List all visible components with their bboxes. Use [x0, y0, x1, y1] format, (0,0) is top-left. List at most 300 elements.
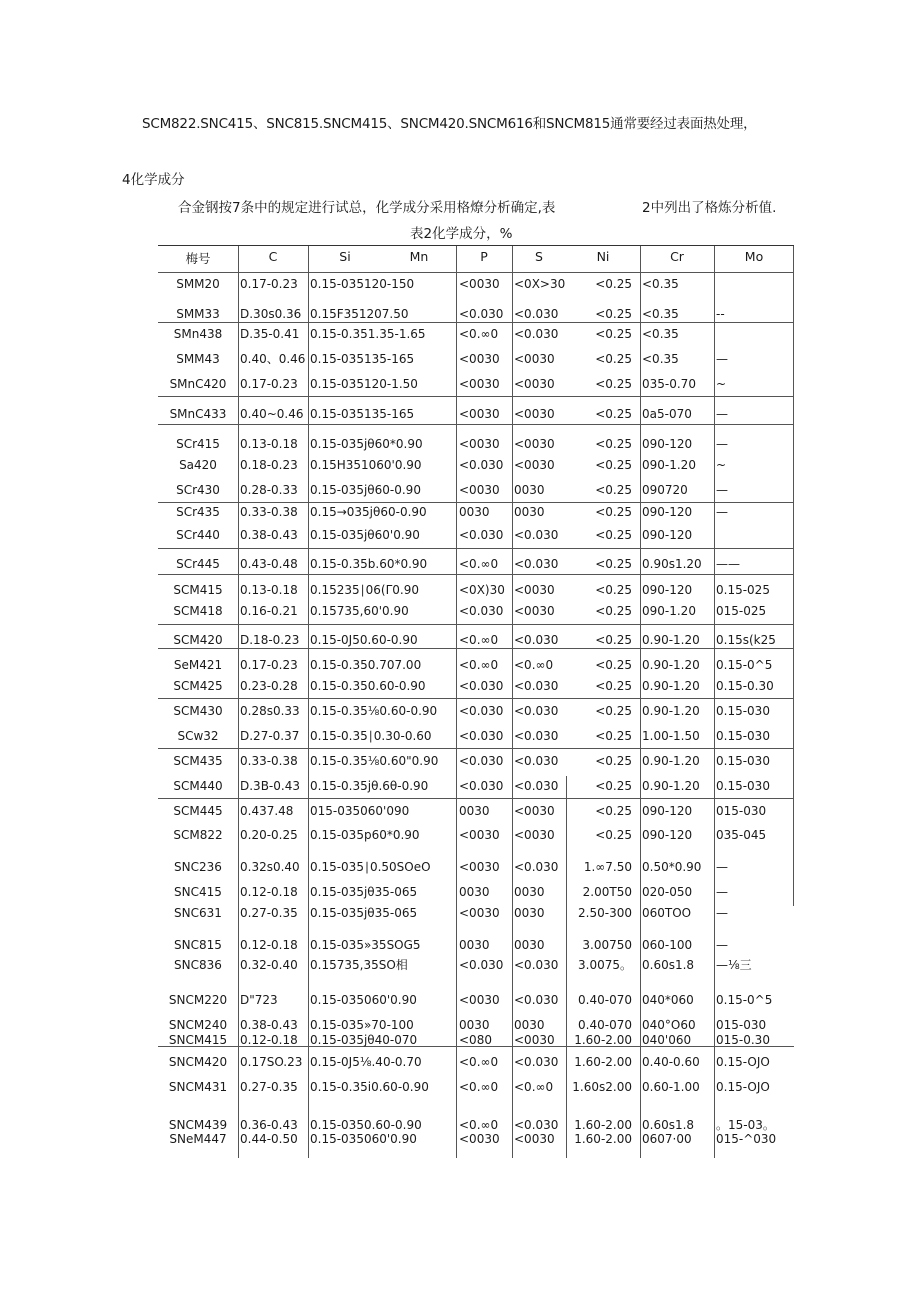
cell-si-mn: 0.15-0.351.35-1.65 — [310, 327, 426, 341]
cell-si-mn: 0.15-035jθ40-070 — [310, 1033, 418, 1047]
table-row — [158, 657, 794, 677]
cell-mo: ~ — [716, 377, 727, 391]
cell-grade: SCM418 — [173, 604, 223, 618]
cell-cr: <0.35 — [642, 277, 679, 291]
cell-cr: 0.60-1.00 — [642, 1080, 700, 1094]
cell-grade: SNC836 — [174, 958, 222, 972]
table-caption: 表2化学成分，% — [410, 226, 513, 242]
cell-si-mn: 0.15-035jθ60*0.90 — [310, 437, 423, 451]
cell-p: <0.030 — [459, 458, 504, 472]
cell-p: <080 — [459, 1033, 492, 1047]
cell-si-mn: 0.15-0J50.60-0.90 — [310, 633, 418, 647]
cell-c: D.18-0.23 — [240, 633, 300, 647]
cell-mo: ~ — [716, 458, 727, 472]
cell-grade: SCr435 — [176, 505, 220, 519]
cell-s: 0030 — [514, 483, 545, 497]
cell-s: <0030 — [514, 583, 555, 597]
cell-si-mn: 0.15735,60'0.90 — [310, 604, 409, 618]
cell-ni: 3.00750 — [582, 938, 632, 952]
cell-si-mn: 0.15735,35SO相 — [310, 958, 408, 972]
cell-grade: SNC236 — [174, 860, 222, 874]
cell-mo: 0.15-030 — [716, 754, 770, 768]
cell-s: 0030 — [514, 885, 545, 899]
cell-cr: 090-1.20 — [642, 604, 696, 618]
cell-p: <0.∞0 — [459, 327, 499, 341]
table-row — [158, 632, 794, 652]
cell-p: <0.030 — [459, 958, 504, 972]
cell-s: <0.∞0 — [514, 658, 554, 672]
cell-si-mn: 0.15-0350.60-0.90 — [310, 1118, 422, 1132]
table-row — [158, 276, 794, 296]
cell-grade: SCr415 — [176, 437, 220, 451]
cell-grade: SNCM431 — [168, 1080, 228, 1094]
cell-grade: SCM420 — [173, 633, 223, 647]
section-heading: 4化学成分 — [122, 172, 185, 188]
cell-s: <0.030 — [514, 958, 559, 972]
cell-c: 0.32s0.40 — [240, 860, 300, 874]
cell-cr: 040*060 — [642, 993, 694, 1007]
table-row — [158, 406, 794, 426]
cell-c: 0.27-0.35 — [240, 906, 298, 920]
cell-cr: 0.40-0.60 — [642, 1055, 700, 1069]
cell-ni: <0.25 — [595, 828, 632, 842]
cell-mo: — — [716, 505, 728, 519]
table-row — [158, 937, 794, 957]
cell-ni: <0.25 — [595, 458, 632, 472]
cell-c: D.3B-0.43 — [240, 779, 300, 793]
cell-c: 0.12-0.18 — [240, 938, 298, 952]
cell-si-mn: 0.15-035jθ35-065 — [310, 885, 418, 899]
table-row — [158, 827, 794, 847]
table-row — [158, 556, 794, 576]
cell-grade: SMM33 — [176, 307, 220, 321]
cell-p: <0030 — [459, 377, 500, 391]
cell-si-mn: 0.15H351060'0.90 — [310, 458, 422, 472]
cell-ni: <0.25 — [595, 679, 632, 693]
cell-c: 0.38-0.43 — [240, 528, 298, 542]
cell-c: D.35-0.41 — [240, 327, 300, 341]
cell-cr: 0.60s1.8 — [642, 1118, 695, 1132]
cell-c: 0.20-0.25 — [240, 828, 298, 842]
cell-si-mn: 0.15-0.35jθ.6θ-0.90 — [310, 779, 429, 793]
cell-grade: SNCM240 — [168, 1018, 228, 1032]
cell-si-mn: 0.15-0.35b.60*0.90 — [310, 557, 428, 571]
cell-mo: — — [716, 407, 728, 421]
cell-mo: 015-0.30 — [716, 1033, 770, 1047]
cell-s: <0.030 — [514, 779, 559, 793]
cell-p: 0030 — [459, 938, 490, 952]
cell-c: 0.40、0.46 — [240, 352, 306, 366]
table-row — [158, 884, 794, 904]
cell-c: 0.12-0.18 — [240, 1033, 298, 1047]
header-mo: Mo — [744, 249, 764, 264]
table-row — [158, 678, 794, 698]
cell-p: <0.030 — [459, 704, 504, 718]
cell-mo: — — [716, 885, 728, 899]
cell-mo: 015-030 — [716, 804, 767, 818]
cell-si-mn: 0.15F351207.50 — [310, 307, 409, 321]
cell-ni: <0.25 — [595, 704, 632, 718]
description-right: 2中列出了格炼分析值. — [642, 200, 777, 216]
cell-p: <0.∞0 — [459, 557, 499, 571]
cell-s: <0.030 — [514, 754, 559, 768]
cell-ni: 1.60s2.00 — [572, 1080, 632, 1094]
cell-mo: 0.15-025 — [716, 583, 770, 597]
cell-cr: <0.35 — [642, 352, 679, 366]
cell-p: <0.030 — [459, 729, 504, 743]
header-s: S — [535, 249, 543, 264]
cell-grade: SCr445 — [176, 557, 220, 571]
cell-mo: 0.15-0^5 — [716, 993, 773, 1007]
cell-s: <0.030 — [514, 1055, 559, 1069]
cell-ni: <0.25 — [595, 277, 632, 291]
cell-p: <0030 — [459, 906, 500, 920]
table-row — [158, 376, 794, 396]
cell-si-mn: 0.15-0J5⅛.40-0.70 — [310, 1055, 422, 1069]
table-row — [158, 905, 794, 925]
cell-c: 0.437.48 — [240, 804, 294, 818]
row-divider — [158, 396, 794, 397]
cell-grade: SMM20 — [176, 277, 220, 291]
cell-s: <0.030 — [514, 1118, 559, 1132]
cell-grade: SeM421 — [173, 658, 223, 672]
cell-ni: 1.60-2.00 — [574, 1132, 632, 1146]
cell-si-mn: 0.15-0.35⅛0.60"0.90 — [310, 754, 439, 768]
cell-p: <0.∞0 — [459, 1055, 499, 1069]
cell-cr: 0.90-1.20 — [642, 658, 700, 672]
cell-si-mn: 0.15-035jθ60'0.90 — [310, 528, 420, 542]
row-divider — [158, 502, 794, 503]
cell-si-mn: 0.15235∣06(Γ0.90 — [310, 583, 419, 597]
header-p: P — [480, 249, 488, 264]
cell-p: 0030 — [459, 804, 490, 818]
cell-ni: <0.25 — [595, 505, 632, 519]
cell-p: <0.∞0 — [459, 633, 499, 647]
cell-cr: 090-120 — [642, 505, 693, 519]
table-row — [158, 306, 794, 326]
cell-cr: 090-120 — [642, 804, 693, 818]
cell-p: 0030 — [459, 885, 490, 899]
cell-mo: 0.15-OJO — [716, 1080, 770, 1094]
cell-ni: <0.25 — [595, 352, 632, 366]
cell-s: <0030 — [514, 352, 555, 366]
cell-grade: SCM415 — [173, 583, 223, 597]
cell-p: <0030 — [459, 860, 500, 874]
cell-ni: 2.00T50 — [582, 885, 632, 899]
cell-si-mn: 0.15-035»35SOG5 — [310, 938, 421, 952]
cell-cr: 1.00-1.50 — [642, 729, 700, 743]
cell-ni: 0.40-070 — [578, 1018, 632, 1032]
cell-p: <0.030 — [459, 307, 504, 321]
header-cr: Cr — [670, 249, 684, 264]
cell-cr: 040°O60 — [642, 1018, 696, 1032]
cell-mo: — — [716, 483, 728, 497]
cell-grade: SNC415 — [174, 885, 222, 899]
cell-cr: 0.90-1.20 — [642, 754, 700, 768]
cell-c: 0.28-0.33 — [240, 483, 298, 497]
cell-c: D.27-0.37 — [240, 729, 300, 743]
cell-si-mn: 0.15-035060'0.90 — [310, 993, 417, 1007]
cell-cr: 0.90-1.20 — [642, 633, 700, 647]
row-divider — [158, 698, 794, 699]
cell-cr: 0.90s1.20 — [642, 557, 702, 571]
cell-s: <0030 — [514, 604, 555, 618]
cell-mo: 015-025 — [716, 604, 767, 618]
cell-ni: 3.0075。 — [578, 958, 632, 972]
cell-c: D.30s0.36 — [240, 307, 302, 321]
cell-ni: 1.60-2.00 — [574, 1055, 632, 1069]
cell-s: <0.030 — [514, 307, 559, 321]
cell-c: 0.17SO.23 — [240, 1055, 303, 1069]
cell-ni: 1.60-2.00 — [574, 1033, 632, 1047]
cell-s: 0030 — [514, 906, 545, 920]
cell-p: <0030 — [459, 407, 500, 421]
header-si: Si — [339, 249, 351, 264]
header-c: C — [268, 249, 278, 264]
cell-p: <0030 — [459, 483, 500, 497]
cell-ni: <0.25 — [595, 377, 632, 391]
cell-mo: — — [716, 437, 728, 451]
cell-c: 0.27-0.35 — [240, 1080, 298, 1094]
table-row — [158, 703, 794, 723]
cell-c: 0.18-0.23 — [240, 458, 298, 472]
cell-c: 0.28s0.33 — [240, 704, 300, 718]
cell-s: <0.030 — [514, 679, 559, 693]
header-mn: Mn — [409, 249, 429, 264]
cell-cr: 0.50*0.90 — [642, 860, 702, 874]
cell-p: <0030 — [459, 277, 500, 291]
cell-grade: SNCM439 — [168, 1118, 228, 1132]
cell-s: <0030 — [514, 804, 555, 818]
table-row — [158, 582, 794, 602]
cell-ni: <0.25 — [595, 407, 632, 421]
cell-si-mn: 0.15-0.350.707.00 — [310, 658, 422, 672]
cell-mo: — — [716, 906, 728, 920]
cell-ni: <0.25 — [595, 528, 632, 542]
cell-s: <0.030 — [514, 528, 559, 542]
table-row — [158, 527, 794, 547]
cell-ni: 1.60-2.00 — [574, 1118, 632, 1132]
cell-c: 0.17-0.23 — [240, 658, 298, 672]
table-row — [158, 859, 794, 879]
cell-s: 0030 — [514, 938, 545, 952]
cell-s: <0030 — [514, 458, 555, 472]
cell-c: 0.12-0.18 — [240, 885, 298, 899]
header-grade: 梅号 — [185, 251, 211, 266]
table-row — [158, 1131, 794, 1151]
cell-grade: Sa420 — [179, 458, 217, 472]
cell-c: 0.17-0.23 — [240, 277, 298, 291]
cell-cr: 0.90-1.20 — [642, 704, 700, 718]
cell-s: <0.030 — [514, 633, 559, 647]
cell-grade: SCM440 — [173, 779, 223, 793]
cell-grade: SCr440 — [176, 528, 220, 542]
cell-ni: <0.25 — [595, 307, 632, 321]
cell-c: 0.33-0.38 — [240, 505, 298, 519]
cell-cr: 090-1.20 — [642, 458, 696, 472]
cell-s: <0030 — [514, 828, 555, 842]
cell-mo: 015-030 — [716, 1018, 767, 1032]
row-divider — [158, 748, 794, 749]
table-row — [158, 1054, 794, 1074]
cell-si-mn: 0.15-035135-165 — [310, 407, 415, 421]
cell-si-mn: 0.15-035∣0.50SOeO — [310, 860, 431, 874]
cell-si-mn: 0.15-0.350.60-0.90 — [310, 679, 426, 693]
cell-cr: 060TOO — [642, 906, 692, 920]
cell-s: <0030 — [514, 437, 555, 451]
cell-si-mn: 0.15-035»70-100 — [310, 1018, 414, 1032]
cell-grade: SNCM415 — [168, 1033, 228, 1047]
cell-s: <0.030 — [514, 860, 559, 874]
cell-s: <0.030 — [514, 993, 559, 1007]
cell-grade: SCM435 — [173, 754, 223, 768]
cell-ni: <0.25 — [595, 327, 632, 341]
cell-mo: 0.15-030 — [716, 729, 770, 743]
cell-s: <0.030 — [514, 327, 559, 341]
cell-mo: 0.15s(k25 — [716, 633, 776, 647]
cell-p: <0030 — [459, 993, 500, 1007]
table-row — [158, 728, 794, 748]
cell-mo: 。15-03。 — [716, 1118, 775, 1132]
cell-c: 0.36-0.43 — [240, 1118, 298, 1132]
cell-ni: <0.25 — [595, 604, 632, 618]
cell-mo: —⅛三 — [716, 958, 752, 972]
cell-si-mn: 0.15-035060'0.90 — [310, 1132, 417, 1146]
cell-c: 0.43-0.48 — [240, 557, 298, 571]
cell-ni: <0.25 — [595, 437, 632, 451]
cell-p: <0X)30 — [459, 583, 505, 597]
cell-p: <0030 — [459, 828, 500, 842]
table-row — [158, 1032, 794, 1052]
cell-grade: SCM425 — [173, 679, 223, 693]
cell-p: <0030 — [459, 352, 500, 366]
cell-ni: <0.25 — [595, 754, 632, 768]
cell-c: 0.23-0.28 — [240, 679, 298, 693]
cell-ni: <0.25 — [595, 804, 632, 818]
table-row — [158, 603, 794, 623]
row-divider — [158, 798, 794, 799]
cell-cr: 020-050 — [642, 885, 693, 899]
table-header — [158, 246, 794, 272]
cell-p: <0.030 — [459, 604, 504, 618]
intro-paragraph: SCM822.SNC415、SNC815.SNCM415、SNCM420.SNCM616和SNCM815通常要经过表面热处理， — [142, 116, 757, 132]
cell-grade: SMM43 — [176, 352, 220, 366]
cell-ni: <0.25 — [595, 483, 632, 497]
cell-grade: SCr430 — [176, 483, 220, 497]
cell-c: 0.17-0.23 — [240, 377, 298, 391]
table-row — [158, 753, 794, 773]
table-row — [158, 351, 794, 371]
cell-c: 0.44-0.50 — [240, 1132, 298, 1146]
cell-si-mn: 0.15-0.35i0.60-0.90 — [310, 1080, 429, 1094]
cell-cr: <0.35 — [642, 327, 679, 341]
cell-p: <0.∞0 — [459, 1118, 499, 1132]
cell-p: 0030 — [459, 1018, 490, 1032]
cell-s: <0030 — [514, 1132, 555, 1146]
cell-cr: 0607·00 — [642, 1132, 692, 1146]
cell-p: <0.030 — [459, 754, 504, 768]
cell-grade: SCw32 — [177, 729, 219, 743]
cell-cr: 0a5-070 — [642, 407, 692, 421]
cell-cr: <0.35 — [642, 307, 679, 321]
cell-si-mn: 0.15-0.35⅛0.60-0.90 — [310, 704, 438, 718]
chemical-composition-table — [158, 245, 794, 1158]
cell-mo: -- — [716, 307, 725, 321]
cell-ni: <0.25 — [595, 779, 632, 793]
cell-si-mn: 0.15-035p60*0.90 — [310, 828, 420, 842]
cell-c: 0.13-0.18 — [240, 437, 298, 451]
cell-si-mn: 0.15-0.35∣0.30-0.60 — [310, 729, 432, 743]
row-divider — [158, 624, 794, 625]
cell-p: <0.030 — [459, 679, 504, 693]
cell-cr: 090-120 — [642, 583, 693, 597]
description-left: 合金钢按7条中的规定进行试总，化学成分采用格燎分析确定,表 — [178, 200, 556, 216]
cell-c: 0.38-0.43 — [240, 1018, 298, 1032]
cell-mo: 0.15-030 — [716, 704, 770, 718]
cell-p: <0030 — [459, 437, 500, 451]
cell-si-mn: 0.15-035jθ60-0.90 — [310, 483, 421, 497]
cell-p: 0030 — [459, 505, 490, 519]
cell-grade: SNeM447 — [169, 1132, 227, 1146]
cell-p: <0.030 — [459, 528, 504, 542]
table-row — [158, 436, 794, 456]
cell-grade: SNC815 — [174, 938, 222, 952]
cell-si-mn: 0.15-035jθ35-065 — [310, 906, 418, 920]
cell-mo: 035-045 — [716, 828, 767, 842]
cell-p: <0030 — [459, 1132, 500, 1146]
cell-si-mn: 0.15-035120-1.50 — [310, 377, 418, 391]
cell-si-mn: 0.15-035135-165 — [310, 352, 415, 366]
cell-mo: 0.15-0^5 — [716, 658, 773, 672]
cell-cr: 035-0.70 — [642, 377, 696, 391]
cell-cr: 0.90-1.20 — [642, 779, 700, 793]
cell-grade: SMn438 — [173, 327, 223, 341]
header-ni: Ni — [596, 249, 610, 264]
cell-grade: SCM430 — [173, 704, 223, 718]
table-row — [158, 1079, 794, 1099]
cell-s: 0030 — [514, 505, 545, 519]
cell-grade: SCM445 — [173, 804, 223, 818]
table-row — [158, 504, 794, 524]
cell-p: <0.030 — [459, 779, 504, 793]
cell-grade: SNCM420 — [168, 1055, 228, 1069]
cell-grade: SNCM220 — [168, 993, 228, 1007]
cell-ni: <0.25 — [595, 729, 632, 743]
cell-c: 0.40~0.46 — [240, 407, 304, 421]
cell-s: <0.030 — [514, 729, 559, 743]
cell-s: <0.∞0 — [514, 1080, 554, 1094]
cell-s: <0030 — [514, 377, 555, 391]
table-row — [158, 992, 794, 1012]
cell-cr: 040'060 — [642, 1033, 692, 1047]
cell-ni: 1.∞7.50 — [583, 860, 632, 874]
cell-grade: SMnC433 — [169, 407, 227, 421]
table-row — [158, 778, 794, 798]
cell-ni: <0.25 — [595, 583, 632, 597]
cell-grade: SMnC420 — [169, 377, 227, 391]
cell-c: D"723 — [240, 993, 278, 1007]
cell-cr: 0.60s1.8 — [642, 958, 695, 972]
cell-si-mn: 0.15-035120-150 — [310, 277, 415, 291]
cell-si-mn: 015-035060'090 — [310, 804, 410, 818]
table-row — [158, 457, 794, 477]
cell-mo: —— — [716, 557, 740, 571]
cell-p: <0.∞0 — [459, 1080, 499, 1094]
table-row — [158, 326, 794, 346]
header-divider — [158, 272, 794, 273]
cell-ni: <0.25 — [595, 633, 632, 647]
cell-c: 0.32-0.40 — [240, 958, 298, 972]
